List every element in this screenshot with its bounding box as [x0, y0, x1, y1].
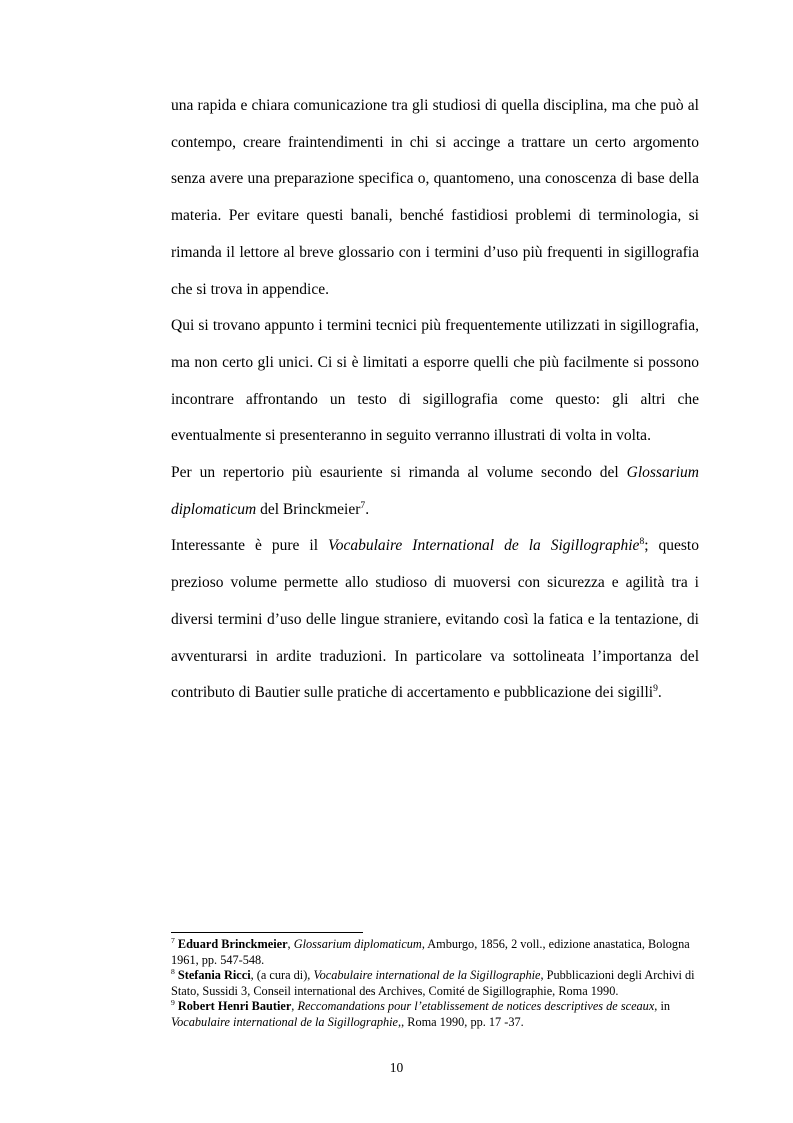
footnote-title: Reccomandations pour l’etablissement de notices descriptives de sceaux: [297, 999, 655, 1014]
footnote-text: , Amburgo, 1856, 2 voll., edizione anastatica, Bologna 1961, pp. 547-548.: [171, 937, 690, 967]
footnote-author: Stefania Ricci: [177, 968, 251, 983]
footnote-title: Vocabulaire international de la Sigillographie: [171, 1014, 399, 1029]
paragraph-1: una rapida e chiara comunicazione tra gli studiosi di quella disciplina, ma che può al contempo, creare fraintendimenti in chi si accinge a trattare un certo argomento senza avere una preparazione specifica o, quantomeno, una conoscenza di base della materia. Per evitare questi banali, benché fastidiosi problemi di terminologia, si rimanda il lettore al breve glossario con i termini d’uso più frequenti in sigillografia che si trova in appendice.: [171, 97, 699, 298]
footnote-author: Robert Henri Bautier: [177, 999, 292, 1014]
paragraph-4: [171, 528, 699, 712]
paragraph-3: [171, 455, 699, 528]
paragraph-2: Qui si trovano appunto i termini tecnici più frequentemente utilizzati in sigillografia, ma non certo gli unici. Ci si è limitati a esporre quelli che più facilmente si possono incontrare affrontando un testo di sigillografia come questo: gli altri che eventualmente si presenteranno in seguito verranno illustrati di volta in volta.: [171, 317, 699, 445]
footnote-text: ,: [287, 937, 294, 951]
footnote-number: 7: [171, 935, 175, 945]
paragraph-4-text-mid: ; questo prezioso volume permette allo studioso di muoversi con sicurezza e agilità tra i diversi termini d’uso delle lingue straniere, evitando così la fatica e la tentazione, di avventurarsi in ardite traduzioni. In particolare va sottolineata l’importanza del contributo di Bautier sulle pratiche di accertamento e pubblicazione dei sigilli: [171, 537, 699, 702]
footnote-7: [171, 937, 699, 968]
paragraph-3-text: Per un repertorio più esauriente si rimanda al volume secondo del: [171, 464, 627, 482]
footnote-ref-7[interactable]: 7: [360, 499, 366, 511]
footnote-text: ,: [291, 999, 298, 1014]
paragraph-3-text-after: del Brinckmeier: [256, 500, 361, 518]
paragraph-4-text: Interessante è pure il: [171, 537, 328, 555]
footnote-text: , Pubblicazioni degli Archivi di Stato, Sussidi 3, Conseil international des Archives, Comité de Sigillographie, Roma 1990.: [171, 968, 695, 998]
paragraph-4-end: .: [657, 684, 662, 702]
footnote-number: 9: [171, 998, 175, 1008]
paragraph-3-end: .: [365, 500, 370, 518]
page-number: 10: [389, 1060, 404, 1075]
footnote-title: Glossarium diplomaticum: [293, 937, 422, 951]
glossarium-title: Glossarium diplomaticum: [171, 464, 699, 518]
footnote-8: [171, 968, 699, 999]
footnote-divider: [171, 932, 363, 933]
footnote-ref-9[interactable]: 9: [653, 683, 658, 695]
footnote-author: Eduard Brinckmeier: [177, 937, 288, 951]
footnote-number: 8: [171, 967, 175, 977]
footnote-9: [171, 999, 699, 1030]
footnote-title: Vocabulaire international de la Sigillographie: [313, 968, 541, 983]
footnote-ref-8[interactable]: 8: [639, 536, 645, 548]
footnote-text: , in: [654, 999, 671, 1014]
footnote-text: ,, Roma 1990, pp. 17 -37.: [398, 1014, 524, 1029]
body-text: [171, 88, 699, 712]
vocabulaire-title: Vocabulaire International de la Sigillographie: [327, 537, 640, 555]
footnotes: [171, 937, 699, 1031]
footnote-text: , (a cura di),: [250, 968, 314, 983]
